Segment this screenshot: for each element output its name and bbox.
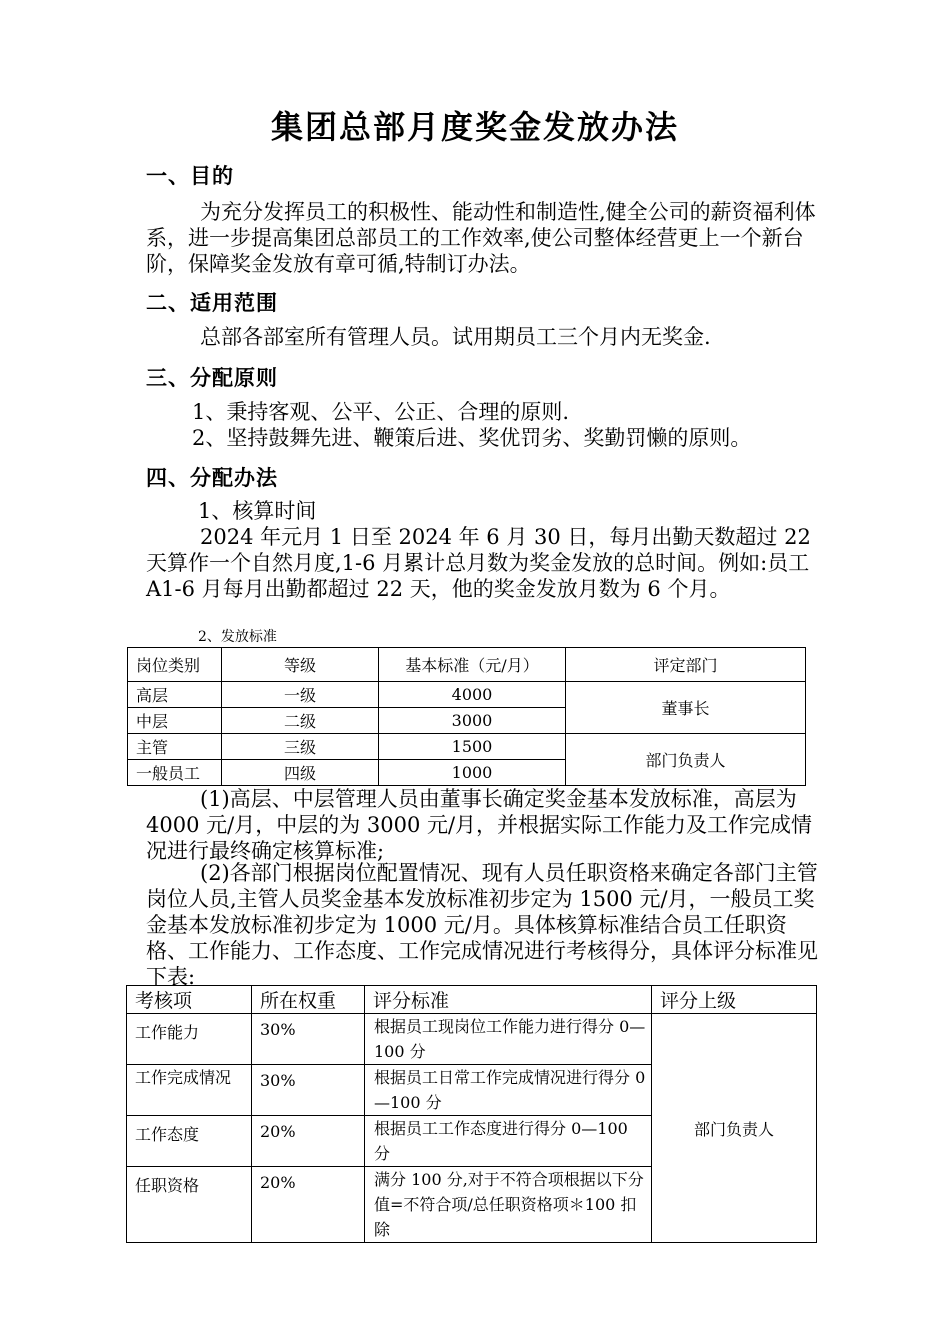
table-cell: 30%: [252, 1065, 365, 1116]
bonus-standard-table: [127, 647, 806, 786]
table-cell: 部门负责人: [566, 734, 806, 786]
table-cell: 1500: [379, 734, 566, 760]
table-cell: 20%: [252, 1167, 365, 1243]
table-cell: 4000: [379, 682, 566, 708]
document-title: 集团总部月度奖金发放办法: [270, 108, 679, 146]
table-header-row: [127, 986, 817, 1014]
table-cell: 二级: [222, 708, 379, 734]
section-4-sub1-heading: 1、核算时间: [198, 499, 317, 523]
table-cell: 根据员工日常工作完成情况进行得分 0—100 分: [365, 1065, 652, 1116]
section-1-heading: 一、目的: [146, 164, 234, 188]
header-cell: 基本标准（元/月）: [379, 648, 566, 682]
section-4-heading: 四、分配办法: [146, 466, 278, 490]
table-cell: 工作态度: [127, 1116, 252, 1167]
table-cell: 主管: [128, 734, 222, 760]
table-cell: 根据员工工作态度进行得分 0—100 分: [365, 1116, 652, 1167]
table-cell: 四级: [222, 760, 379, 786]
scoring-criteria-table: [126, 985, 817, 1243]
header-cell: 评分标准: [365, 986, 652, 1014]
section-4-para-1: (1)高层、中层管理人员由董事长确定奖金基本发放标准，高层为 4000 元/月，中层的为 3000 元/月，并根据实际工作能力及工作完成情况进行最终确定核算标准;: [146, 787, 813, 863]
header-cell: 等级: [222, 648, 379, 682]
table-cell: 董事长: [566, 682, 806, 734]
table-cell: 20%: [252, 1116, 365, 1167]
table-row: [127, 1014, 817, 1065]
table-header-row: [128, 648, 806, 682]
table-cell: 部门负责人: [652, 1014, 817, 1243]
table-cell: 三级: [222, 734, 379, 760]
table-cell: 3000: [379, 708, 566, 734]
section-2-heading: 二、适用范围: [146, 291, 278, 315]
table-cell: 满分 100 分,对于不符合项根据以下分值=不符合项/总任职资格项＊100 扣除: [365, 1167, 652, 1243]
header-cell: 岗位类别: [128, 648, 222, 682]
table-cell: 工作能力: [127, 1014, 252, 1065]
table-cell: 工作完成情况: [127, 1065, 252, 1116]
table-cell: 中层: [128, 708, 222, 734]
table-cell: 根据员工现岗位工作能力进行得分 0—100 分: [365, 1014, 652, 1065]
table-cell: 一般员工: [128, 760, 222, 786]
header-cell: 所在权重: [252, 986, 365, 1014]
header-cell: 考核项: [127, 986, 252, 1014]
table-row: [128, 734, 806, 760]
section-2-text: 总部各部室所有管理人员。试用期员工三个月内无奖金.: [200, 325, 711, 349]
table-cell: 30%: [252, 1014, 365, 1065]
section-1-text: 为充分发挥员工的积极性、能动性和制造性,健全公司的薪资福利体系，进一步提高集团总部员工的工作效率,使公司整体经营更上一个新台阶，保障奖金发放有章可循,特制订办法。: [146, 200, 816, 276]
table-cell: 任职资格: [127, 1167, 252, 1243]
section-4-para-2: (2)各部门根据岗位配置情况、现有人员任职资格来确定各部门主管岗位人员,主管人员奖金基本发放标准初步定为 1500 元/月，一般员工奖金基本发放标准初步定为 1000 元/月。具体核算标准结合员工任职资格、工作能力、工作态度、工作完成情况进行考核得分，具体评分标准见下表:: [146, 861, 818, 989]
section-3-heading: 三、分配原则: [146, 366, 278, 390]
section-3-item-1: 1、秉持客观、公平、公正、合理的原则.: [192, 400, 570, 424]
header-cell: 评分上级: [652, 986, 817, 1014]
section-4-sub1-text: 2024 年元月 1 日至 2024 年 6 月 30 日，每月出勤天数超过 22 天算作一个自然月度,1-6 月累计总月数为奖金发放的总时间。例如:员工 A1-6 月每月出勤都超过 22 天，他的奖金发放月数为 6 个月。: [146, 525, 811, 601]
table-row: [128, 682, 806, 708]
table-cell: 高层: [128, 682, 222, 708]
table-cell: 1000: [379, 760, 566, 786]
section-4-sub2-heading: 2、发放标准: [198, 629, 277, 645]
table-cell: 一级: [222, 682, 379, 708]
section-3-item-2: 2、坚持鼓舞先进、鞭策后进、奖优罚劣、奖勤罚懒的原则。: [192, 426, 752, 450]
header-cell: 评定部门: [566, 648, 806, 682]
